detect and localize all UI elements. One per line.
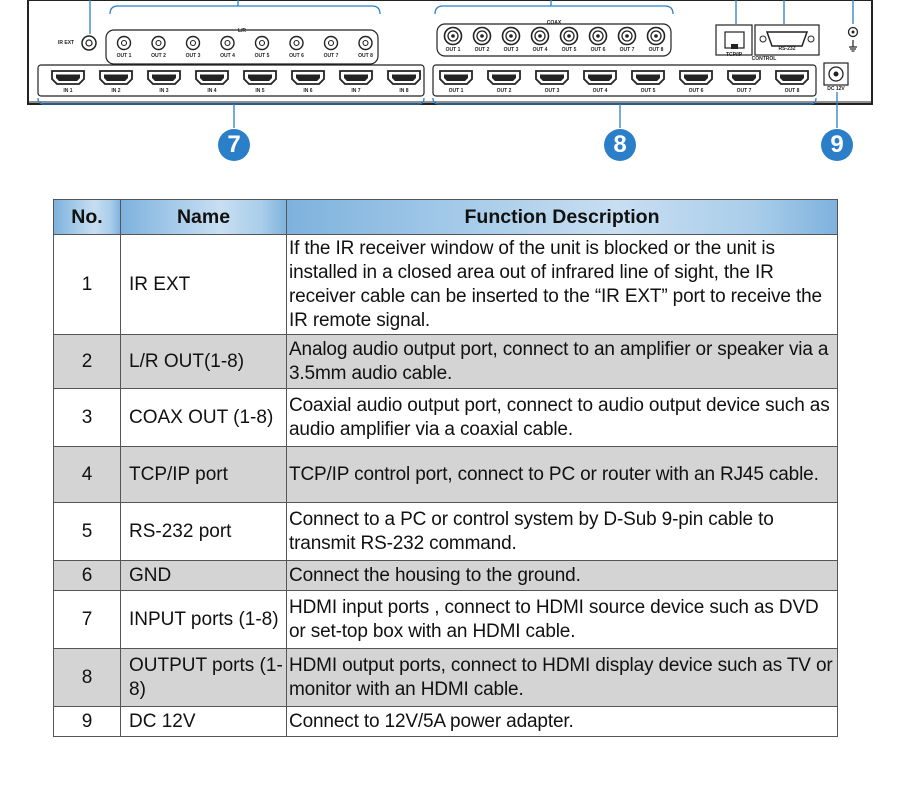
hdmi-out-label: OUT 3 — [544, 88, 560, 94]
header-name: Name — [121, 200, 287, 235]
hdmi-in-label: IN 6 — [303, 88, 313, 94]
coax-out-jack — [590, 28, 607, 45]
row-description: If the IR receiver window of the unit is blocked or the unit is installed in a closed area out of infrared line of sight, the IR receiver cable can be inserted to the “IR EXT” port to receive the IR remote signal. — [287, 235, 838, 335]
lr-out-label: OUT 8 — [358, 53, 373, 59]
coax-out-jack — [503, 28, 520, 45]
row-description: Coaxial audio output port, connect to audio output device such as audio amplifier via a coaxial cable. — [287, 389, 838, 447]
row-name: OUTPUT ports (1-8) — [121, 649, 287, 707]
lr-out-label: OUT 6 — [289, 53, 304, 59]
lr-out-label: OUT 4 — [220, 53, 235, 59]
hdmi-port-icon — [680, 71, 712, 84]
header-no: No. — [54, 200, 121, 235]
hdmi-in-label: IN 8 — [399, 88, 409, 94]
lr-out-jack — [118, 37, 131, 50]
lr-out-jack — [152, 37, 165, 50]
hdmi-port-icon — [244, 71, 276, 84]
callout-7: 7 — [218, 129, 250, 161]
hdmi-port-icon — [292, 71, 324, 84]
row-name: INPUT ports (1-8) — [121, 591, 287, 649]
hdmi-in-label: IN 1 — [63, 88, 73, 94]
row-name: L/R OUT(1-8) — [121, 335, 287, 389]
hdmi-port-icon — [52, 71, 84, 84]
row-name: RS-232 port — [121, 503, 287, 561]
rear-panel-drawing — [0, 0, 911, 190]
lr-out-jack — [187, 37, 200, 50]
table-row — [54, 649, 838, 707]
coax-out-jack — [561, 28, 578, 45]
hdmi-port-icon — [340, 71, 372, 84]
hdmi-port-icon — [728, 71, 760, 84]
hdmi-out-label: OUT 2 — [496, 88, 512, 94]
lr-label: L/R — [237, 28, 247, 34]
lr-out-jack — [359, 37, 372, 50]
lr-out-label: OUT 2 — [151, 53, 166, 59]
hdmi-out-label: OUT 7 — [736, 88, 752, 94]
row-name: GND — [121, 561, 287, 591]
hdmi-port-icon — [536, 71, 568, 84]
dc-label: DC 12V — [827, 86, 845, 92]
hdmi-port-icon — [488, 71, 520, 84]
coax-out-label: OUT 6 — [590, 47, 606, 53]
rear-panel-diagram — [0, 0, 911, 190]
coax-out-label: OUT 1 — [445, 47, 461, 53]
lr-out-label: OUT 3 — [185, 53, 201, 59]
coax-out-label: OUT 3 — [503, 47, 519, 53]
table-row — [54, 561, 838, 591]
coax-out-label: OUT 7 — [619, 47, 635, 53]
row-description: TCP/IP control port, connect to PC or router with an RJ45 cable. — [287, 447, 838, 503]
coax-out-label: OUT 5 — [561, 47, 577, 53]
coax-out-label: OUT 8 — [648, 47, 664, 53]
row-description: HDMI input ports , connect to HDMI source device such as DVD or set-top box with an HDMI cable. — [287, 591, 838, 649]
table-row — [54, 591, 838, 649]
hdmi-in-label: IN 3 — [159, 88, 169, 94]
lr-out-jack — [221, 37, 234, 50]
row-no: 5 — [54, 503, 121, 561]
hdmi-out-label: OUT 1 — [448, 88, 464, 94]
row-description: HDMI output ports, connect to HDMI display device such as TV or monitor with an HDMI cable. — [287, 649, 838, 707]
coax-out-label: OUT 4 — [532, 47, 548, 53]
hdmi-port-icon — [584, 71, 616, 84]
row-no: 6 — [54, 561, 121, 591]
hdmi-port-icon — [196, 71, 228, 84]
row-description: Connect to 12V/5A power adapter. — [287, 707, 838, 737]
callout-9: 9 — [821, 129, 853, 161]
row-no: 9 — [54, 707, 121, 737]
hdmi-port-icon — [632, 71, 664, 84]
callout-8: 8 — [604, 129, 636, 161]
coax-out-jack — [445, 28, 462, 45]
hdmi-out-label: OUT 8 — [784, 88, 800, 94]
tcpip-label: TCP/IP — [725, 52, 743, 58]
hdmi-out-label: OUT 4 — [592, 88, 608, 94]
lr-out-jack — [290, 37, 303, 50]
hdmi-in-label: IN 4 — [207, 88, 217, 94]
row-no: 7 — [54, 591, 121, 649]
header-function-description: Function Description — [287, 200, 838, 235]
hdmi-port-icon — [148, 71, 180, 84]
port-function-table — [53, 199, 838, 737]
row-no: 1 — [54, 235, 121, 335]
table-row — [54, 335, 838, 389]
coax-out-jack — [619, 28, 636, 45]
hdmi-in-label: IN 7 — [351, 88, 361, 94]
control-label: CONTROL — [751, 56, 777, 62]
coax-out-jack — [474, 28, 491, 45]
table-row — [54, 235, 838, 335]
rs232-label: RS-232 — [778, 46, 796, 52]
row-no: 4 — [54, 447, 121, 503]
coax-label: COAX — [546, 20, 562, 26]
lr-out-label: OUT 7 — [323, 53, 339, 59]
lr-out-label: OUT 1 — [116, 53, 132, 59]
table-row — [54, 389, 838, 447]
coax-out-label: OUT 2 — [474, 47, 490, 53]
hdmi-in-label: IN 2 — [111, 88, 121, 94]
hdmi-port-icon — [440, 71, 472, 84]
table-row — [54, 707, 838, 737]
row-name: DC 12V — [121, 707, 287, 737]
lr-out-jack — [325, 37, 338, 50]
row-name: IR EXT — [121, 235, 287, 335]
hdmi-port-icon — [100, 71, 132, 84]
row-no: 3 — [54, 389, 121, 447]
row-description: Connect to a PC or control system by D-Sub 9-pin cable to transmit RS-232 command. — [287, 503, 838, 561]
lr-out-jack — [256, 37, 269, 50]
coax-out-jack — [532, 28, 549, 45]
row-name: TCP/IP port — [121, 447, 287, 503]
hdmi-in-label: IN 5 — [255, 88, 265, 94]
table-row — [54, 447, 838, 503]
row-description: Connect the housing to the ground. — [287, 561, 838, 591]
table-row — [54, 503, 838, 561]
row-description: Analog audio output port, connect to an amplifier or speaker via a 3.5mm audio cable. — [287, 335, 838, 389]
row-no: 8 — [54, 649, 121, 707]
coax-out-jack — [648, 28, 665, 45]
ir-ext-label: IR EXT — [58, 40, 75, 46]
hdmi-out-label: OUT 6 — [688, 88, 704, 94]
hdmi-port-icon — [388, 71, 420, 84]
hdmi-port-icon — [776, 71, 808, 84]
hdmi-out-label: OUT 5 — [640, 88, 656, 94]
row-no: 2 — [54, 335, 121, 389]
row-name: COAX OUT (1-8) — [121, 389, 287, 447]
table-header-row — [54, 200, 838, 235]
lr-out-label: OUT 5 — [254, 53, 270, 59]
